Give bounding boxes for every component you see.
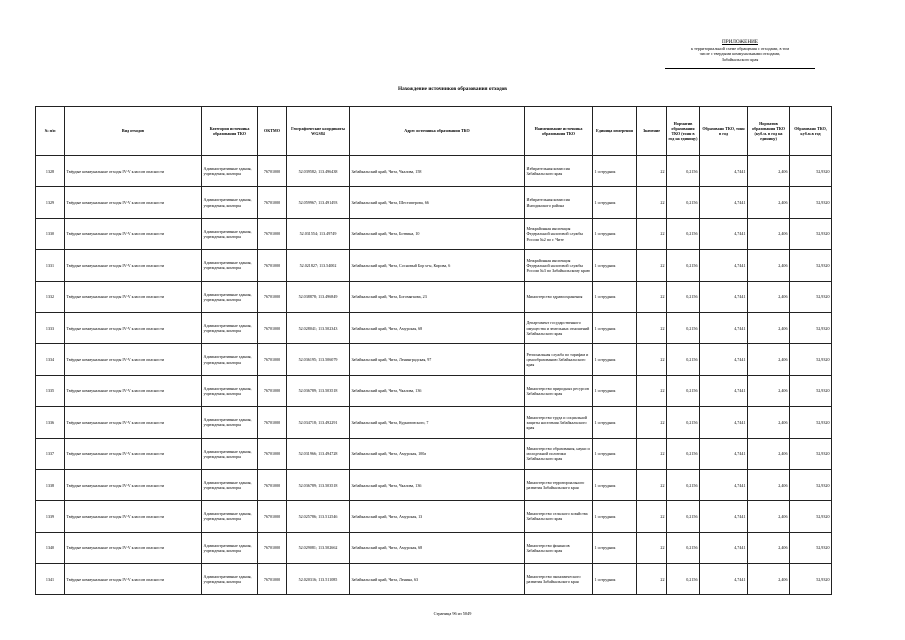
- cell-vol-m3: 52,9320: [790, 218, 832, 249]
- cell-vol-m3: 52,9320: [790, 156, 832, 187]
- cell-waste: Твёрдые коммунальные отходы IV-V классов опасности: [65, 156, 202, 187]
- header-category: Категория источника образования ТКО: [202, 107, 258, 156]
- page-footer: Страница 96 из 5049: [433, 611, 472, 616]
- cell-num: 1332: [36, 281, 65, 312]
- cell-oktmo: 76701000: [258, 218, 287, 249]
- cell-value: 22: [637, 250, 667, 281]
- cell-norm-t: 0,2156: [667, 187, 700, 218]
- cell-num: 1331: [36, 250, 65, 281]
- cell-coords: 52.025786; 113.512546: [287, 501, 350, 532]
- table-row: [36, 375, 832, 406]
- table-row: [36, 281, 832, 312]
- cell-unit: 1 сотрудник: [593, 469, 637, 500]
- cell-mass-t: 4,7441: [700, 469, 748, 500]
- cell-norm-m3: 2,406: [748, 438, 790, 469]
- table-row: [36, 344, 832, 375]
- cell-value: 22: [637, 407, 667, 438]
- cell-vol-m3: 52,9320: [790, 312, 832, 343]
- cell-unit: 1 сотрудник: [593, 564, 637, 595]
- cell-waste: Твёрдые коммунальные отходы IV-V классов опасности: [65, 187, 202, 218]
- cell-mass-t: 4,7441: [700, 187, 748, 218]
- cell-num: 1338: [36, 469, 65, 500]
- cell-norm-m3: 2,406: [748, 469, 790, 500]
- cell-coords: 52.036789; 113.503518: [287, 375, 350, 406]
- cell-value: 22: [637, 218, 667, 249]
- cell-coords: 52.038878; 113.496849: [287, 281, 350, 312]
- cell-vol-m3: 52,9320: [790, 375, 832, 406]
- cell-norm-m3: 2,406: [748, 407, 790, 438]
- cell-vol-m3: 52,9320: [790, 438, 832, 469]
- cell-category: Административные здания, учреждения, конторы: [202, 218, 258, 249]
- cell-source: Министерство природных ресурсов Забайкальского края: [525, 375, 593, 406]
- cell-vol-m3: 52,9320: [790, 501, 832, 532]
- cell-num: 1340: [36, 532, 65, 563]
- cell-norm-m3: 2,406: [748, 187, 790, 218]
- appendix-line: числе с твердыми коммунальными отходами,: [699, 51, 781, 57]
- appendix-line: к территориальной схеме обращения с отходами, в том: [691, 45, 789, 51]
- header-source: Наименование источника образования ТКО: [525, 107, 593, 156]
- cell-category: Административные здания, учреждения, конторы: [202, 281, 258, 312]
- cell-oktmo: 76701000: [258, 501, 287, 532]
- cell-unit: 1 сотрудник: [593, 218, 637, 249]
- cell-oktmo: 76701000: [258, 375, 287, 406]
- cell-norm-t: 0,2156: [667, 469, 700, 500]
- cell-address: Забайкальский край, Чита, Чкалова, 136: [350, 375, 525, 406]
- cell-unit: 1 сотрудник: [593, 375, 637, 406]
- cell-norm-m3: 2,406: [748, 156, 790, 187]
- cell-vol-m3: 52,9320: [790, 564, 832, 595]
- cell-category: Административные здания, учреждения, конторы: [202, 375, 258, 406]
- cell-vol-m3: 52,9320: [790, 532, 832, 563]
- cell-norm-t: 0,2156: [667, 344, 700, 375]
- document-title: Нахождение источников образования отходов: [397, 86, 508, 92]
- cell-category: Административные здания, учреждения, конторы: [202, 407, 258, 438]
- header-norm-t: Норматив образования ТКО (тонн в год на единицу): [667, 107, 700, 156]
- cell-source: Департамент государственного имущества и земельных отношений Забайкальского края: [525, 312, 593, 343]
- cell-oktmo: 76701000: [258, 407, 287, 438]
- table-row: [36, 438, 832, 469]
- appendix-block: [645, 40, 835, 69]
- cell-mass-t: 4,7441: [700, 407, 748, 438]
- cell-oktmo: 76701000: [258, 187, 287, 218]
- cell-oktmo: 76701000: [258, 438, 287, 469]
- cell-norm-t: 0,2156: [667, 375, 700, 406]
- cell-source: Региональная служба по тарифам и ценообразованию Забайкальского края: [525, 344, 593, 375]
- cell-waste: Твёрдые коммунальные отходы IV-V классов опасности: [65, 375, 202, 406]
- table-row: [36, 469, 832, 500]
- appendix-title: ПРИЛОЖЕНИЕ: [722, 39, 758, 45]
- cell-waste: Твёрдые коммунальные отходы IV-V классов опасности: [65, 564, 202, 595]
- cell-value: 22: [637, 187, 667, 218]
- cell-value: 22: [637, 532, 667, 563]
- cell-num: 1329: [36, 187, 65, 218]
- cell-mass-t: 4,7441: [700, 438, 748, 469]
- cell-num: 1336: [36, 407, 65, 438]
- appendix-underline: [665, 68, 815, 69]
- cell-value: 22: [637, 156, 667, 187]
- cell-unit: 1 сотрудник: [593, 532, 637, 563]
- cell-value: 22: [637, 564, 667, 595]
- cell-coords: 52.031554; 113.49749: [287, 218, 350, 249]
- cell-unit: 1 сотрудник: [593, 312, 637, 343]
- cell-num: 1333: [36, 312, 65, 343]
- cell-source: Министерство финансов Забайкальского края: [525, 532, 593, 563]
- table-row: [36, 250, 832, 281]
- cell-coords: 52.021827; 113.54002: [287, 250, 350, 281]
- cell-source: Министерство экономического развития Забайкальского края: [525, 564, 593, 595]
- header-vol-m3: Образовано ТКО, куб.м.в год: [790, 107, 832, 156]
- header-oktmo: ОКТМО: [258, 107, 287, 156]
- cell-norm-t: 0,2156: [667, 312, 700, 343]
- cell-value: 22: [637, 469, 667, 500]
- cell-waste: Твёрдые коммунальные отходы IV-V классов опасности: [65, 469, 202, 500]
- cell-value: 22: [637, 438, 667, 469]
- cell-unit: 1 сотрудник: [593, 281, 637, 312]
- cell-vol-m3: 52,9320: [790, 187, 832, 218]
- cell-num: 1339: [36, 501, 65, 532]
- cell-norm-t: 0,2156: [667, 250, 700, 281]
- cell-norm-t: 0,2156: [667, 218, 700, 249]
- cell-waste: Твёрдые коммунальные отходы IV-V классов опасности: [65, 250, 202, 281]
- cell-oktmo: 76701000: [258, 564, 287, 595]
- appendix-line: Забайкальского края: [721, 56, 759, 62]
- cell-norm-t: 0,2156: [667, 281, 700, 312]
- cell-address: Забайкальский край, Чита, Ботвина, 10: [350, 218, 525, 249]
- cell-value: 22: [637, 312, 667, 343]
- table-header-row: [36, 107, 832, 156]
- header-waste: Вид отходов: [65, 107, 202, 156]
- cell-category: Административные здания, учреждения, конторы: [202, 156, 258, 187]
- header-num: № п/п: [36, 107, 65, 156]
- cell-unit: 1 сотрудник: [593, 187, 637, 218]
- cell-unit: 1 сотрудник: [593, 438, 637, 469]
- cell-category: Административные здания, учреждения, конторы: [202, 312, 258, 343]
- cell-mass-t: 4,7441: [700, 501, 748, 532]
- cell-source: Министерство территориального развития Забайкальского края: [525, 469, 593, 500]
- cell-num: 1328: [36, 156, 65, 187]
- cell-norm-t: 0,2156: [667, 438, 700, 469]
- cell-address: Забайкальский край, Чита, Ленинградская, 97: [350, 344, 525, 375]
- cell-source: Межрайонная инспекция Федеральной налоговой службы России №3 по Забайкальскому краю: [525, 250, 593, 281]
- cell-vol-m3: 52,9320: [790, 344, 832, 375]
- cell-norm-m3: 2,406: [748, 532, 790, 563]
- table-row: [36, 312, 832, 343]
- cell-norm-t: 0,2156: [667, 156, 700, 187]
- cell-norm-t: 0,2156: [667, 564, 700, 595]
- cell-norm-m3: 2,406: [748, 250, 790, 281]
- cell-category: Административные здания, учреждения, конторы: [202, 187, 258, 218]
- cell-mass-t: 4,7441: [700, 375, 748, 406]
- cell-mass-t: 4,7441: [700, 156, 748, 187]
- cell-mass-t: 4,7441: [700, 250, 748, 281]
- cell-waste: Твёрдые коммунальные отходы IV-V классов опасности: [65, 407, 202, 438]
- header-norm-m3: Норматив образования ТКО (куб.м. в год на единицу): [748, 107, 790, 156]
- cell-num: 1341: [36, 564, 65, 595]
- cell-unit: 1 сотрудник: [593, 501, 637, 532]
- cell-address: Забайкальский край, Чита, Амурская, 13: [350, 501, 525, 532]
- cell-waste: Твёрдые коммунальные отходы IV-V классов опасности: [65, 281, 202, 312]
- cell-source: Министерство образования, науки и молодежной политики Забайкальского края: [525, 438, 593, 469]
- table-row: [36, 156, 832, 187]
- cell-mass-t: 4,7441: [700, 312, 748, 343]
- cell-category: Административные здания, учреждения, конторы: [202, 438, 258, 469]
- cell-mass-t: 4,7441: [700, 344, 748, 375]
- cell-coords: 52.034718; 113.492291: [287, 407, 350, 438]
- cell-value: 22: [637, 375, 667, 406]
- header-unit: Единица измерения: [593, 107, 637, 156]
- cell-unit: 1 сотрудник: [593, 344, 637, 375]
- cell-norm-t: 0,2156: [667, 501, 700, 532]
- cell-address: Забайкальский край, Чита, Амурская, 68: [350, 532, 525, 563]
- cell-category: Административные здания, учреждения, конторы: [202, 532, 258, 563]
- cell-mass-t: 4,7441: [700, 532, 748, 563]
- cell-address: Забайкальский край, Чита, Чкалова, 136: [350, 469, 525, 500]
- cell-source: Министерство сельского хозяйства Забайкальского края: [525, 501, 593, 532]
- cell-address: Забайкальский край, Чита, Шестиперова, 66: [350, 187, 525, 218]
- cell-waste: Твёрдые коммунальные отходы IV-V классов опасности: [65, 312, 202, 343]
- cell-value: 22: [637, 501, 667, 532]
- cell-vol-m3: 52,9320: [790, 281, 832, 312]
- cell-address: Забайкальский край, Чита, Амурская, 68: [350, 312, 525, 343]
- cell-value: 22: [637, 281, 667, 312]
- cell-num: 1335: [36, 375, 65, 406]
- cell-coords: 52.029081; 113.502662: [287, 532, 350, 563]
- cell-coords: 52.059967; 113.491493: [287, 187, 350, 218]
- cell-norm-m3: 2,406: [748, 281, 790, 312]
- cell-address: Забайкальский край, Чита, Чкалова, 158: [350, 156, 525, 187]
- cell-waste: Твёрдые коммунальные отходы IV-V классов опасности: [65, 532, 202, 563]
- cell-mass-t: 4,7441: [700, 564, 748, 595]
- cell-category: Административные здания, учреждения, конторы: [202, 501, 258, 532]
- cell-norm-m3: 2,406: [748, 501, 790, 532]
- cell-mass-t: 4,7441: [700, 281, 748, 312]
- cell-address: Забайкальский край, Чита, Ленина, 63: [350, 564, 525, 595]
- cell-category: Административные здания, учреждения, конторы: [202, 250, 258, 281]
- cell-oktmo: 76701000: [258, 469, 287, 500]
- cell-oktmo: 76701000: [258, 281, 287, 312]
- cell-unit: 1 сотрудник: [593, 156, 637, 187]
- cell-value: 22: [637, 344, 667, 375]
- cell-waste: Твёрдые коммунальные отходы IV-V классов опасности: [65, 438, 202, 469]
- cell-category: Административные здания, учреждения, конторы: [202, 344, 258, 375]
- cell-norm-t: 0,2156: [667, 532, 700, 563]
- cell-category: Административные здания, учреждения, конторы: [202, 469, 258, 500]
- table-row: [36, 187, 832, 218]
- cell-num: 1330: [36, 218, 65, 249]
- cell-oktmo: 76701000: [258, 344, 287, 375]
- cell-norm-m3: 2,406: [748, 375, 790, 406]
- header-address: Адрес источника образования ТКО: [350, 107, 525, 156]
- cell-source: Избирательная комиссия Ингодинского района: [525, 187, 593, 218]
- cell-num: 1334: [36, 344, 65, 375]
- table-row: [36, 407, 832, 438]
- cell-norm-m3: 2,406: [748, 312, 790, 343]
- table-row: [36, 218, 832, 249]
- cell-waste: Твёрдые коммунальные отходы IV-V классов опасности: [65, 501, 202, 532]
- cell-norm-m3: 2,406: [748, 218, 790, 249]
- cell-coords: 52.028041; 113.502343: [287, 312, 350, 343]
- cell-vol-m3: 52,9320: [790, 469, 832, 500]
- cell-source: Министерство здравоохранения: [525, 281, 593, 312]
- cell-coords: 52.036789; 113.503518: [287, 469, 350, 500]
- cell-norm-m3: 2,406: [748, 564, 790, 595]
- cell-vol-m3: 52,9320: [790, 250, 832, 281]
- header-coords: Географические координаты WGS84: [287, 107, 350, 156]
- cell-num: 1337: [36, 438, 65, 469]
- cell-address: Забайкальский край, Чита, Богомягкова, 23: [350, 281, 525, 312]
- cell-coords: 52.039582; 113.496438: [287, 156, 350, 187]
- cell-address: Забайкальский край, Чита, Амурская, 100а: [350, 438, 525, 469]
- cell-unit: 1 сотрудник: [593, 250, 637, 281]
- cell-coords: 52.036195; 113.506079: [287, 344, 350, 375]
- cell-waste: Твёрдые коммунальные отходы IV-V классов опасности: [65, 218, 202, 249]
- cell-source: Межрайонная инспекция Федеральной налоговой службы России №2 по г. Чите: [525, 218, 593, 249]
- header-value: Значение: [637, 107, 667, 156]
- cell-vol-m3: 52,9320: [790, 407, 832, 438]
- cell-oktmo: 76701000: [258, 250, 287, 281]
- cell-norm-t: 0,2156: [667, 407, 700, 438]
- cell-norm-m3: 2,406: [748, 344, 790, 375]
- cell-address: Забайкальский край, Чита, Сосновый Бор м-н, Кирова, 6: [350, 250, 525, 281]
- cell-category: Административные здания, учреждения, конторы: [202, 564, 258, 595]
- cell-mass-t: 4,7441: [700, 218, 748, 249]
- cell-coords: 52.020316; 113.511085: [287, 564, 350, 595]
- cell-oktmo: 76701000: [258, 532, 287, 563]
- waste-sources-table: [35, 106, 832, 595]
- table-row: [36, 564, 832, 595]
- cell-coords: 52.031966; 113.494728: [287, 438, 350, 469]
- table-row: [36, 532, 832, 563]
- cell-waste: Твёрдые коммунальные отходы IV-V классов опасности: [65, 344, 202, 375]
- header-mass-t: Образовано ТКО, тонн в год: [700, 107, 748, 156]
- table-row: [36, 501, 832, 532]
- cell-address: Забайкальский край, Чита, Курнатовского, 7: [350, 407, 525, 438]
- cell-unit: 1 сотрудник: [593, 407, 637, 438]
- cell-oktmo: 76701000: [258, 312, 287, 343]
- cell-source: Министерство труда и социальной защиты населения Забайкальского края: [525, 407, 593, 438]
- cell-source: Избирательная комиссия Забайкальского края: [525, 156, 593, 187]
- cell-oktmo: 76701000: [258, 156, 287, 187]
